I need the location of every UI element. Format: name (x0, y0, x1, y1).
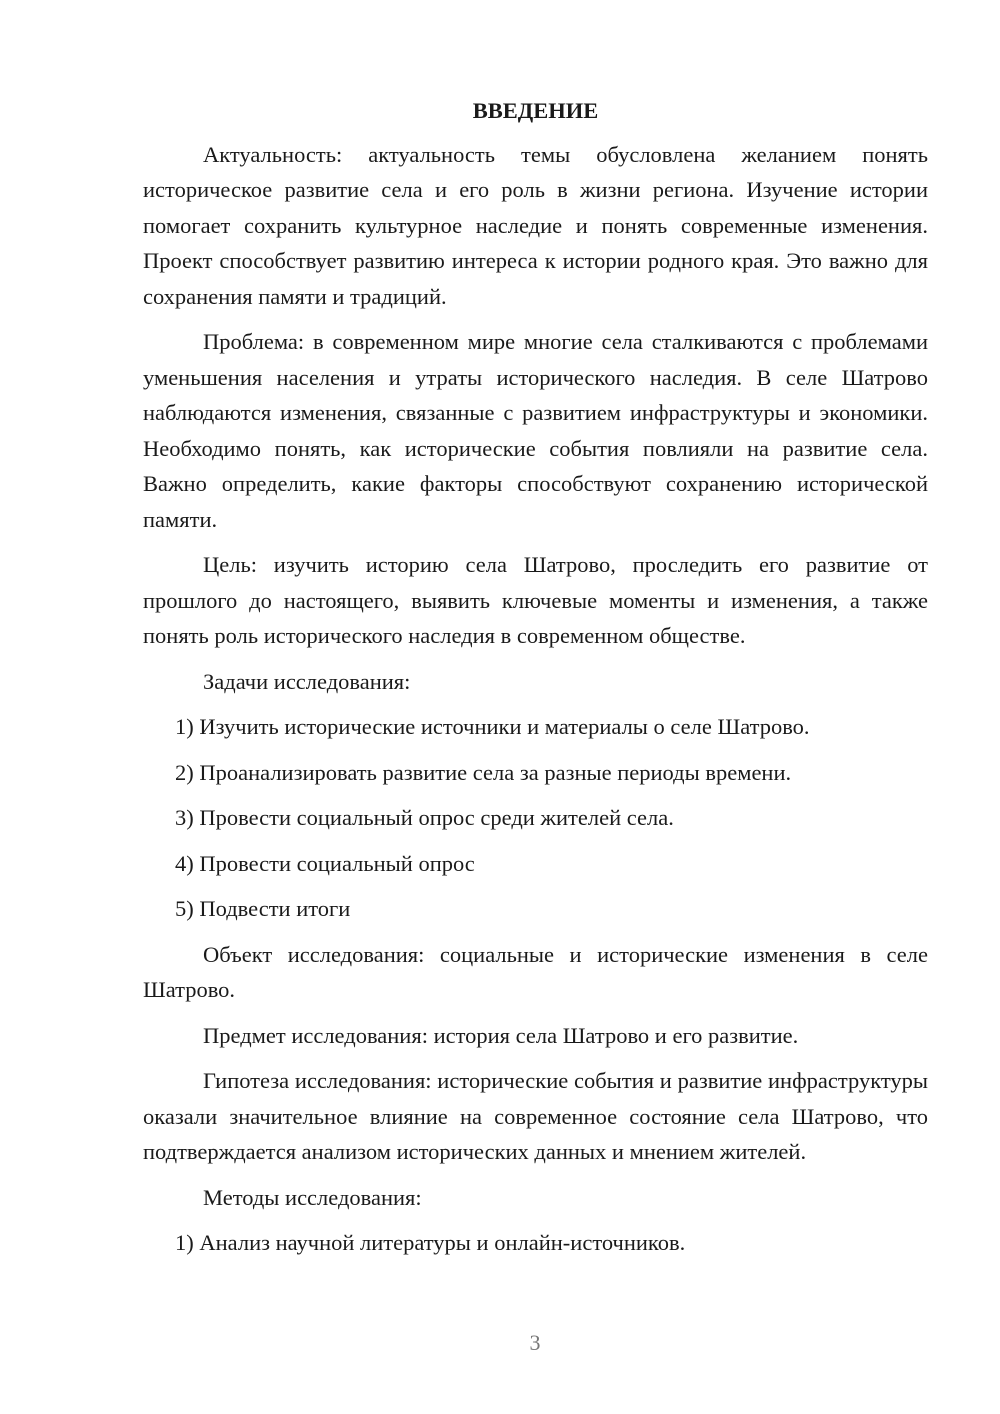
tasks-list (143, 709, 928, 927)
page-content (143, 93, 928, 1271)
list-item: 5) Подвести итоги (175, 896, 351, 921)
methods-list (143, 1225, 928, 1261)
hypothesis-paragraph: Гипотеза исследования: исторические события и развитие инфраструктуры оказали значительное влияние на современное состояние села Шатрово, что подтверждается анализом исторических данных и мнением жителей. (143, 1068, 928, 1164)
tasks-heading: Задачи исследования: (203, 668, 411, 694)
list-item: 1) Анализ научной литературы и онлайн-источников. (175, 1230, 686, 1255)
subject-paragraph: Предмет исследования: история села Шатрово и его развитие. (203, 1022, 799, 1048)
list-item: 4) Провести социальный опрос (175, 850, 475, 876)
object-paragraph: Объект исследования: социальные и исторические изменения в селе Шатрово. (143, 941, 928, 1002)
methods-heading: Методы исследования: (203, 1184, 422, 1210)
list-item: 2) Проанализировать развитие села за разные периоды времени. (175, 759, 792, 785)
goal-paragraph: Цель: изучить историю села Шатрово, проследить его развитие от прошлого до настоящего, выявить ключевые моменты и изменения, а также понять роль исторического наследия в современном обществе. (143, 552, 928, 648)
relevance-paragraph: Актуальность: актуальность темы обусловлена желанием понять историческое развитие села и его роль в жизни региона. Изучение истории помогает сохранить культурное наследие и понять современные изменения. Проект способствует развитию интереса к истории родного края. Это важно для сохранения памяти и традиций. (143, 141, 928, 309)
problem-paragraph: Проблема: в современном мире многие села сталкиваются с проблемами уменьшения населения и утраты исторического наследия. В селе Шатрово наблюдаются изменения, связанные с развитием инфраструктуры и экономики. Необходимо понять, как исторические события повлияли на развитие села. Важно определить, какие факторы способствуют сохранению исторической памяти. (143, 329, 928, 532)
page-number: 3 (529, 1330, 541, 1355)
page-title: ВВЕДЕНИЕ (472, 98, 599, 123)
list-item: 3) Провести социальный опрос среди жителей села. (175, 805, 674, 830)
list-item: 1) Изучить исторические источники и материалы о селе Шатрово. (175, 714, 810, 739)
